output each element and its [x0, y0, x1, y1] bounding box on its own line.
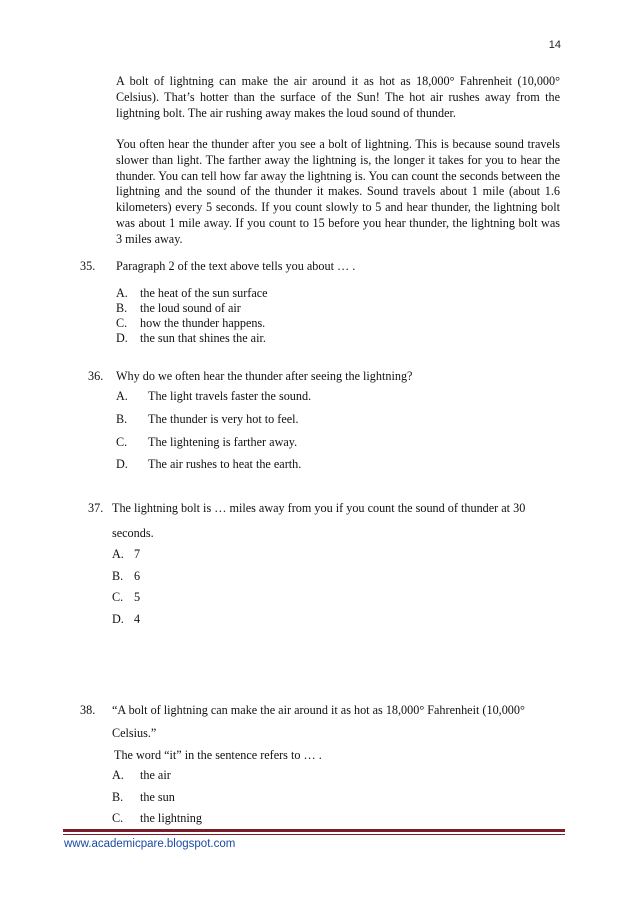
- question-text-line-1: “A bolt of lightning can make the air around it as hot as 18,000° Fahrenheit (10,000°: [112, 703, 525, 717]
- question-text-line-1: The lightning bolt is … miles away from you if you count the sound of thunder at 30: [112, 501, 526, 515]
- footer-website-link[interactable]: www.academicpare.blogspot.com: [64, 838, 236, 850]
- option-text: the sun: [140, 790, 175, 804]
- option-text: The lightening is farther away.: [148, 435, 298, 449]
- option-letter: A.: [112, 547, 124, 561]
- option-text: the heat of the sun surface: [140, 286, 268, 300]
- option-letter: A.: [116, 389, 128, 403]
- question-number: 35.: [80, 259, 96, 273]
- option-text: the sun that shines the air.: [140, 331, 266, 345]
- option-text: 5: [134, 590, 141, 604]
- option-letter: D.: [116, 457, 128, 471]
- option-letter: A.: [116, 286, 128, 300]
- question-text: Why do we often hear the thunder after seeing the lightning?: [116, 369, 413, 383]
- option-letter: D.: [116, 331, 128, 345]
- option-text: The thunder is very hot to feel.: [148, 412, 299, 426]
- passage-paragraph-1: A bolt of lightning can make the air around it as hot as 18,000° Fahrenheit (10,000° Celsius). That’s hotter than the surface of the Sun! The hot air rushes away from the lightning bolt. The air rushing away makes the loud sound of thunder.: [116, 74, 560, 120]
- page-number: 14: [548, 39, 561, 51]
- passage-paragraph-2: You often hear the thunder after you see a bolt of lightning. This is because sound travels slower than light. The farther away the lightning is, the longer it takes for you to hear the thunder. You can tell how far away the lightning is. You can count the seconds between the lightning and the sound of the thunder it makes. Sound travels about 1 mile (about 1.6 kilometers) every 5 seconds. If you count slowly to 5 and hear thunder, the lightning bolt was about 1 mile away. If you count to 15 before you hear thunder, the lightning bolt was 3 miles away.: [116, 137, 560, 246]
- option-text: 7: [134, 547, 141, 561]
- option-letter: C.: [116, 316, 128, 330]
- question-number: 38.: [80, 703, 96, 717]
- option-letter: C.: [116, 435, 128, 449]
- question-text-line-2: Celsius.”: [112, 726, 157, 740]
- option-letter: B.: [116, 412, 128, 426]
- option-text: The light travels faster the sound.: [148, 389, 312, 403]
- option-letter: A.: [112, 768, 124, 782]
- question-number: 37.: [88, 501, 104, 515]
- question-number: 36.: [88, 369, 104, 383]
- option-letter: C.: [112, 590, 124, 604]
- question-text: Paragraph 2 of the text above tells you about … .: [116, 259, 356, 273]
- option-text: 6: [134, 569, 141, 583]
- option-text: The air rushes to heat the earth.: [148, 457, 302, 471]
- option-text: the lightning: [140, 811, 202, 825]
- footer-divider-thin: [63, 834, 565, 835]
- option-letter: B.: [116, 301, 128, 315]
- option-text: 4: [134, 612, 141, 626]
- footer-divider-thick: [63, 829, 565, 832]
- option-letter: B.: [112, 569, 124, 583]
- option-text: the air: [140, 768, 171, 782]
- option-letter: C.: [112, 811, 124, 825]
- option-letter: B.: [112, 790, 124, 804]
- question-text-line-2: seconds.: [112, 526, 154, 540]
- question-text-line-3: The word “it” in the sentence refers to … .: [114, 748, 322, 762]
- option-text: how the thunder happens.: [140, 316, 266, 330]
- option-letter: D.: [112, 612, 124, 626]
- option-text: the loud sound of air: [140, 301, 241, 315]
